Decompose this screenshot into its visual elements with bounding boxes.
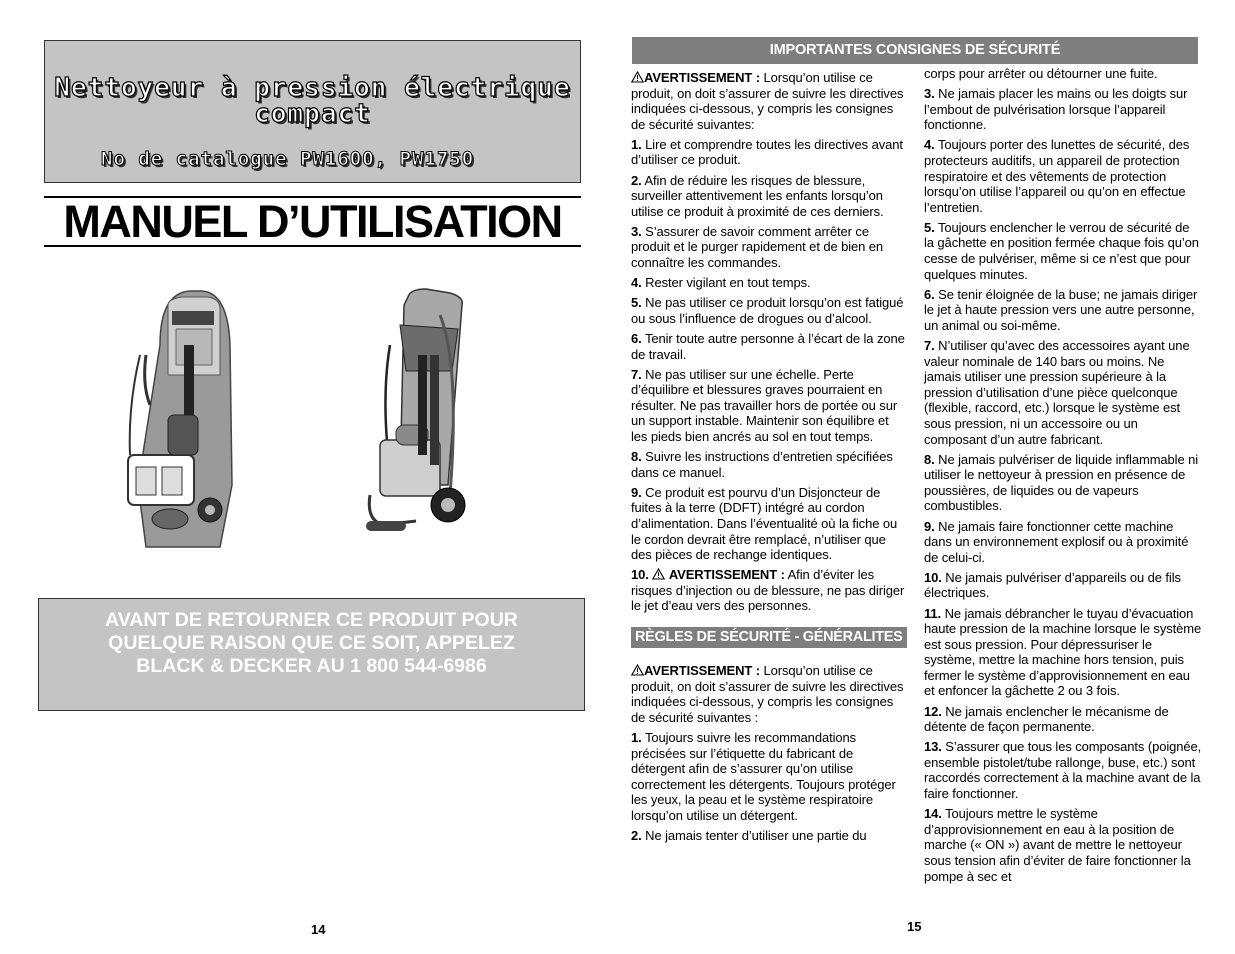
catalog-number: No de catalogue PW1600, PW1750	[101, 148, 475, 170]
item-number: 7.	[924, 338, 935, 353]
item-number: 2.	[631, 172, 642, 188]
warning-triangle-icon	[652, 568, 665, 580]
list-item-warning	[631, 567, 907, 614]
product-title	[45, 75, 580, 127]
pressure-washer-left-image	[128, 291, 232, 547]
item-number: 4.	[631, 275, 642, 291]
list-item	[924, 137, 1202, 215]
list-item	[631, 173, 907, 220]
item-number: 5.	[631, 295, 642, 311]
page-number-left: 14	[311, 922, 326, 937]
return-warning-line3: BLACK & DECKER AU 1 800 544-6986	[136, 655, 487, 677]
item-number: 10.	[631, 567, 649, 583]
item-number: 1.	[631, 136, 642, 152]
item-text: Ce produit est pourvu d’un Disjoncteur de fuites à la terre (DDFT) intégré au cordon d’alimentation. Dans l’éventualité où la fiche ou le cordon devrait être remplacé, n’utiliser que des pièces de rechange identiques.	[631, 484, 898, 563]
item-number: 3.	[924, 86, 935, 102]
warning-triangle-icon	[631, 664, 644, 676]
right-page	[610, 0, 1235, 954]
item-number: 4.	[924, 137, 935, 153]
item-text: Ne jamais tenter d’utiliser une partie du	[645, 828, 867, 844]
list-item	[631, 295, 907, 326]
item-number: 7.	[631, 366, 642, 382]
item-number: 11.	[924, 605, 942, 621]
page-number-right: 15	[907, 919, 922, 934]
item-text: Tenir toute autre personne à l’écart de la zone de travail.	[631, 330, 905, 362]
list-item	[631, 485, 907, 563]
item-text: Toujours porter des lunettes de sécurité, des protecteurs auditifs, un appareil de protection respiratoire et des vêtements de protection lorsqu’on utilise l’appareil ou qu’on en effectue l’entretien.	[924, 137, 1190, 215]
list-item	[924, 452, 1202, 514]
item-text: Ne jamais débrancher le tuyau d’évacuation haute pression de la machine lorsque le système est sous pression. Pour dépressuriser le système, mettre la machine hors tension, puis fermer le système d’approvisionnement en eau et enfoncer la gâchette 2 ou 3 fois.	[924, 605, 1202, 699]
list-item	[631, 275, 907, 291]
item-number: 14.	[924, 806, 942, 822]
list-item	[631, 449, 907, 480]
item-number: 1.	[631, 729, 642, 745]
list-item	[631, 224, 907, 271]
item-text: Ne pas utiliser ce produit lorsqu’on est fatigué ou sous l’influence de drogues ou d’alcool.	[631, 295, 904, 326]
intro-text: Lorsqu’on utilise ce produit, on doit s’assurer de suivre les directives indiquées ci-dessous, y compris les consignes de sécurité suivantes :	[631, 663, 904, 725]
warning-label: AVERTISSEMENT :	[644, 70, 760, 85]
intro-paragraph	[631, 70, 907, 132]
list-item	[631, 730, 907, 824]
pressure-washer-right-image	[366, 289, 465, 531]
product-title-line1: Nettoyeur à pression électrique	[54, 73, 571, 103]
list-item	[924, 519, 1202, 566]
item-number: 6.	[631, 330, 642, 346]
list-item	[631, 331, 907, 362]
title-box	[44, 40, 581, 183]
list-item	[924, 287, 1202, 334]
left-page	[0, 0, 610, 954]
item-number: 8.	[631, 449, 642, 465]
item-text: Ne jamais pulvériser d’appareils ou de fils électriques.	[924, 569, 1181, 601]
item-text: S’assurer de savoir comment arrêter ce produit et le purger rapidement et de bien en connaître les commandes.	[631, 223, 884, 271]
warning-label: AVERTISSEMENT :	[644, 663, 760, 679]
text-column-2	[924, 66, 1202, 889]
item-text: Ne jamais pulvériser de liquide inflammable ni utiliser le nettoyeur à pression en présence de poussières, de liquides ou de vapeurs combustibles.	[924, 451, 1199, 514]
item-number: 12.	[924, 703, 942, 719]
item-text: Ne pas utiliser sur une échelle. Perte d’équilibre et blessures graves pourraient en résulter. Ne pas travailler hors de portée ou sur un support instable. Maintenir son équilibre et les pieds bien ancrés au sol en tout temps.	[631, 366, 898, 444]
item-text: Rester vigilant en tout temps.	[645, 275, 811, 291]
general-rules-header: RÈGLES DE SÉCURITÉ - GÉNÉRALITES	[631, 627, 907, 649]
list-item	[924, 220, 1202, 282]
list-item	[924, 570, 1202, 601]
item-text: Ne jamais placer les mains ou les doigts sur l’embout de pulvérisation lorsque l’appareil fonctionne.	[924, 86, 1188, 133]
continuation-text: corps pour arrêter ou détourner une fuite.	[924, 66, 1158, 81]
section-header: IMPORTANTES CONSIGNES DE SÉCURITÉ	[632, 37, 1198, 64]
list-item	[631, 137, 907, 168]
item-text: Se tenir éloignée de la buse; ne jamais diriger le jet à haute pression vers une autre personne, un animal ou soi-même.	[924, 286, 1198, 333]
item-number: 5.	[924, 219, 935, 235]
list-item	[924, 704, 1202, 735]
item-text: Afin de réduire les risques de blessure, surveiller attentivement les enfants lorsqu’on utilise ce produit à proximité de ces derniers.	[631, 172, 884, 219]
item-number: 9.	[924, 518, 935, 534]
intro-text: Lorsqu’on utilise ce produit, on doit s’assurer de suivre les directives indiquées ci-dessous, y compris les consignes de sécurité suivantes:	[631, 70, 904, 132]
item-text: S’assurer que tous les composants (poignée, ensemble pistolet/tube rallonge, buse, etc.) sont raccordés correctement à la machine avant de la faire fonctionner.	[924, 739, 1202, 802]
item-number: 9.	[631, 484, 642, 500]
list-item	[924, 739, 1202, 801]
return-warning-line1: AVANT DE RETOURNER CE PRODUIT POUR	[105, 609, 518, 631]
item-text: N’utiliser qu’avec des accessoires ayant une valeur nominale de 140 bars ou moins. Ne jamais utiliser une pression supérieure à la pression d’utilisation d’une pièce quelconque (flexible, raccord, etc.) lorsque le système est sous pression, ni un accessoire ou un composant d’un autre fabricant.	[924, 338, 1190, 447]
item-number: 8.	[924, 451, 935, 467]
list-item	[924, 86, 1202, 133]
manual-title: MANUEL D’UTILISATION	[44, 196, 581, 247]
return-warning-line2: QUELQUE RAISON QUE CE SOIT, APPELEZ	[108, 632, 515, 654]
intro-paragraph-2	[631, 663, 907, 725]
list-item	[924, 338, 1202, 447]
item-text: Lire et comprendre toutes les directives avant d’utiliser ce produit.	[631, 136, 903, 168]
warning-triangle-icon	[631, 71, 644, 83]
item-text: Toujours enclencher le verrou de sécurité de la gâchette en position fermée chaque fois qu’on cesse de pulvériser, même si ce n’est que pour quelques minutes.	[924, 219, 1199, 282]
item-number: 3.	[631, 223, 642, 239]
item-text: Ne jamais faire fonctionner cette machine dans un environnement explosif ou à proximité de celui-ci.	[924, 518, 1189, 565]
item-number: 2.	[631, 828, 642, 844]
item-number: 13.	[924, 739, 942, 755]
list-item	[924, 606, 1202, 700]
item-number: 10.	[924, 569, 942, 585]
product-title-line2: compact	[254, 99, 371, 129]
item-text: Toujours suivre les recommandations précisées sur l’étiquette du fabricant de détergent afin de s’assurer qu’on utilise correctement les détergents. Toujours protéger les yeux, la peau et le système respiratoire lorsqu’on utilise un détergent.	[631, 729, 896, 823]
item-number: 6.	[924, 286, 935, 302]
item-text: Suivre les instructions d’entretien spécifiées dans ce manuel.	[631, 449, 893, 480]
list-item	[631, 828, 907, 844]
pressure-washer-illustration	[120, 285, 500, 560]
list-item	[631, 367, 907, 445]
item-text: Toujours mettre le système d’approvisionnement en eau à la position de marche (« ON ») avant de mettre le nettoyeur sous tension afin d’éviter de faire fonctionner la pompe à sec et	[924, 806, 1191, 884]
item-text: Ne jamais enclencher le mécanisme de détente de façon permanente.	[924, 703, 1169, 735]
list-item	[924, 806, 1202, 884]
text-column-1	[631, 70, 907, 848]
return-warning-box	[38, 598, 585, 711]
warning-label: AVERTISSEMENT :	[668, 567, 785, 583]
item-text: Afin d’éviter les risques d’injection ou de blessure, ne pas diriger le jet d’eau vers des personnes.	[631, 567, 905, 614]
